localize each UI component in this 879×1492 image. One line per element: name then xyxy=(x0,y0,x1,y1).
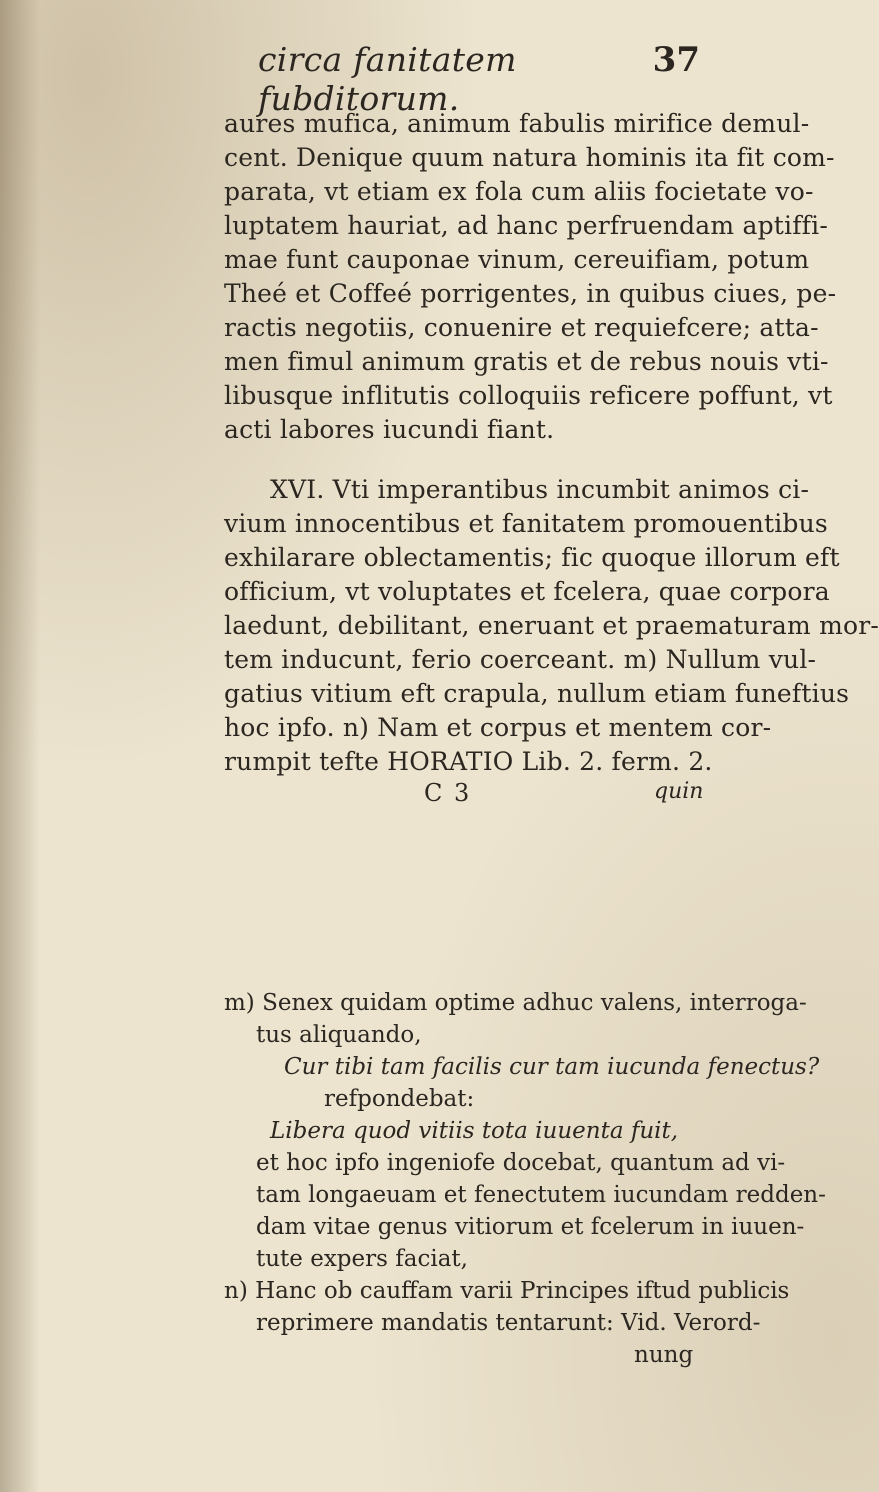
page-header xyxy=(220,40,700,118)
footnote-verse: Cur tibi tam facilis cur tam iucunda fenectus? xyxy=(284,1054,820,1080)
main-text xyxy=(224,107,879,813)
page-number: 37 xyxy=(652,40,700,80)
text-line: XVI. Vti imperantibus incumbit animos ci- xyxy=(270,475,810,504)
footnote-line: m) Senex quidam optime adhuc valens, interroga- xyxy=(224,990,807,1016)
text-line: hoc ipfo. n) Nam et corpus et mentem cor- xyxy=(224,713,772,742)
page-edge-shadow xyxy=(0,0,40,1492)
footnote-line: refpondebat: xyxy=(324,1086,475,1112)
text-line: tem inducunt, ferio coerceant. m) Nullum vul- xyxy=(224,645,817,674)
signature-mark: C 3 xyxy=(424,779,472,807)
signature-line xyxy=(224,779,724,813)
text-line: rumpit tefte HORATIO Lib. 2. ferm. 2. xyxy=(224,747,713,776)
text-line: officium, vt voluptates et fcelera, quae corpora xyxy=(224,577,830,606)
footnote-line: reprimere mandatis tentarunt: Vid. Verord- xyxy=(256,1310,761,1336)
text-line: laedunt, debilitant, eneruant et praematuram mor- xyxy=(224,611,879,640)
text-line: vium innocentibus et fanitatem promouentibus xyxy=(224,509,828,538)
footnote-line: dam vitae genus vitiorum et fcelerum in iuuen- xyxy=(256,1214,805,1240)
footnote-line: et hoc ipfo ingeniofe docebat, quantum ad vi- xyxy=(256,1150,786,1176)
text-line: gatius vitium eft crapula, nullum etiam funeftius xyxy=(224,679,850,708)
text-line: acti labores iucundi fiant. xyxy=(224,415,555,444)
text-line: mae funt cauponae vinum, cereuifiam, potum xyxy=(224,245,810,274)
catchword: nung xyxy=(634,1342,694,1368)
catchword: quin xyxy=(654,779,704,804)
footnote-verse: Libera quod vitiis tota iuuenta fuit, xyxy=(270,1118,679,1144)
footnotes xyxy=(224,987,826,1371)
text-line: exhilarare oblectamentis; fic quoque illorum eft xyxy=(224,543,840,572)
text-line: parata, vt etiam ex fola cum aliis focietate vo- xyxy=(224,177,814,206)
text-line: men fimul animum gratis et de rebus nouis vti- xyxy=(224,347,829,376)
text-line: luptatem hauriat, ad hanc perfruendam aptiffi- xyxy=(224,211,828,240)
text-line: libusque inflitutis colloquiis reficere poffunt, vt xyxy=(224,381,833,410)
running-head: circa fanitatem fubditorum. xyxy=(258,40,517,118)
text-line: Theé et Coffeé porrigentes, in quibus ciues, pe- xyxy=(224,279,837,308)
footnote-line: n) Hanc ob cauffam varii Principes iftud publicis xyxy=(224,1278,790,1304)
text-line: aures mufica, animum fabulis mirifice demul- xyxy=(224,109,810,138)
text-line: ractis negotiis, conuenire et requiefcere; atta- xyxy=(224,313,819,342)
footnote-line: tus aliquando, xyxy=(256,1022,422,1048)
footnote-line: tam longaeuam et fenectutem iucundam redden- xyxy=(256,1182,826,1208)
footnote-line: tute expers faciat, xyxy=(256,1246,468,1272)
text-line: cent. Denique quum natura hominis ita fit com- xyxy=(224,143,835,172)
paragraph-gap xyxy=(224,447,724,473)
